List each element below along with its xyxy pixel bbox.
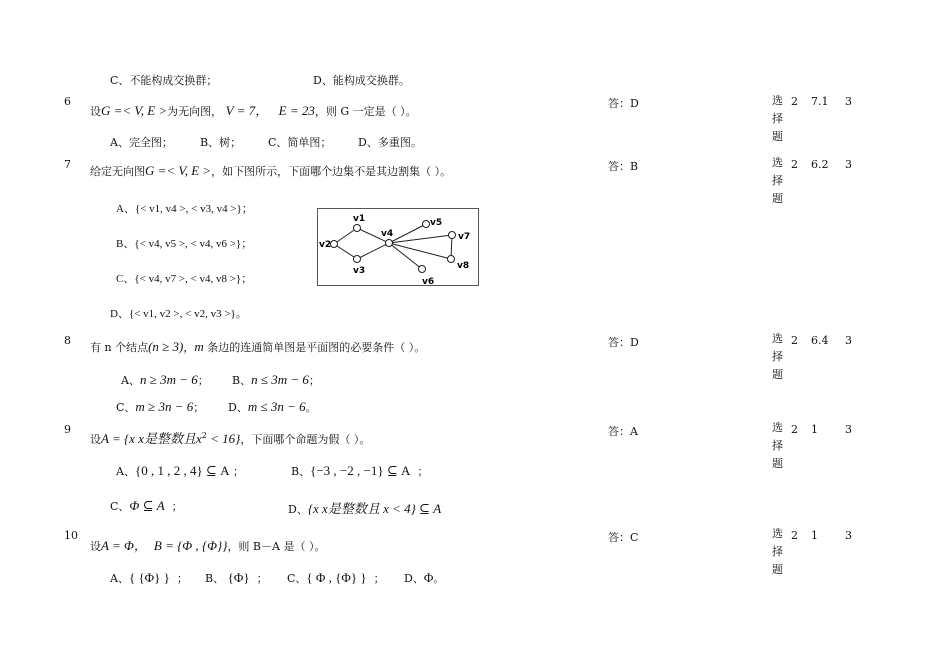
node-v7 bbox=[449, 232, 456, 239]
level: 3 bbox=[845, 95, 852, 108]
label-v4: v4 bbox=[381, 229, 394, 239]
node-v1 bbox=[354, 225, 361, 232]
label-v1: v1 bbox=[353, 214, 366, 224]
label-v6: v6 bbox=[422, 277, 435, 286]
level: 3 bbox=[845, 158, 852, 171]
question-stem: 给定无向图G =< V, E >，如下图所示，下面哪个边集不是其边割集（ ）。 bbox=[90, 163, 452, 178]
q5-option-c: C、不能构成交换群； bbox=[110, 74, 218, 87]
option-a: A、完全图； bbox=[110, 136, 173, 149]
question-type: 选择题 bbox=[772, 94, 783, 143]
question-stem: 有 n 个结点(n ≥ 3)，m 条边的连通简单图是平面图的必要条件（ ）。 bbox=[90, 339, 426, 354]
section: 1 bbox=[811, 529, 818, 542]
label-v7: v7 bbox=[458, 232, 471, 242]
option-a: A、{< v1, v4 >, < v3, v4 >}； bbox=[116, 203, 253, 215]
node-v6 bbox=[419, 266, 426, 273]
score: 2 bbox=[791, 334, 798, 347]
option-d: D、m ≤ 3n − 6。 bbox=[228, 399, 317, 414]
node-v5 bbox=[423, 221, 430, 228]
section: 6.2 bbox=[811, 158, 829, 171]
label-v5: v5 bbox=[430, 218, 443, 228]
option-b: B、n ≤ 3m − 6； bbox=[232, 372, 320, 387]
label-v2: v2 bbox=[319, 240, 332, 250]
option-a: A、{0 , 1 , 2 , 4} ⊆ A ； bbox=[116, 463, 244, 478]
score: 2 bbox=[791, 529, 798, 542]
question-number: 10 bbox=[64, 529, 78, 542]
option-c: C、{< v4, v7 >, < v4, v8 >}； bbox=[116, 273, 253, 285]
level: 3 bbox=[845, 334, 852, 347]
option-a: A、{ {Φ} } ； bbox=[110, 570, 188, 585]
option-b: B、 {Φ} ； bbox=[205, 570, 268, 585]
question-stem: 设A = Φ， B = {Φ , {Φ}}，则 B－A 是（ ）。 bbox=[90, 538, 326, 553]
level: 3 bbox=[845, 529, 852, 542]
question-number: 9 bbox=[64, 423, 71, 436]
option-c: C、m ≥ 3n − 6； bbox=[116, 399, 205, 414]
node-v8 bbox=[448, 256, 455, 263]
question-number: 6 bbox=[64, 95, 71, 108]
question-type: 选择题 bbox=[772, 332, 783, 381]
option-d: D、多重图。 bbox=[358, 136, 422, 149]
answer: 答：D bbox=[608, 97, 639, 110]
graph-figure bbox=[317, 208, 479, 286]
question-type: 选择题 bbox=[772, 527, 783, 576]
question-type: 选择题 bbox=[772, 421, 783, 470]
answer: 答：D bbox=[608, 336, 639, 349]
score: 2 bbox=[791, 158, 798, 171]
answer: 答：A bbox=[608, 425, 638, 438]
question-type: 选择题 bbox=[772, 156, 783, 205]
node-v2 bbox=[331, 241, 338, 248]
option-d: D、Φ。 bbox=[404, 570, 445, 585]
option-b: B、树； bbox=[200, 136, 242, 149]
node-v3 bbox=[354, 256, 361, 263]
option-a: A、n ≥ 3m − 6； bbox=[121, 372, 209, 387]
section: 1 bbox=[811, 423, 818, 436]
option-d: D、{< v1, v2 >, < v2, v3 >}。 bbox=[110, 308, 247, 320]
section: 7.1 bbox=[811, 95, 829, 108]
option-c: C、{ Φ , {Φ} } ； bbox=[287, 570, 385, 585]
score: 2 bbox=[791, 95, 798, 108]
section: 6.4 bbox=[811, 334, 829, 347]
question-stem: 设A = {x x是整数且$x^2 < 16$}，下面哪个命题为假（ ）。 bbox=[90, 431, 371, 446]
node-v4 bbox=[386, 240, 393, 247]
option-c: C、Φ ⊆ A ； bbox=[110, 498, 183, 513]
option-d: D、{x x是整数且 x < 4} ⊆ A bbox=[288, 501, 442, 516]
q5-option-d: D、能构成交换群。 bbox=[313, 74, 410, 87]
option-c: C、简单图； bbox=[268, 136, 332, 149]
figure-border bbox=[318, 209, 479, 286]
question-number: 8 bbox=[64, 334, 71, 347]
answer: 答：C bbox=[608, 531, 639, 544]
label-v8: v8 bbox=[457, 261, 470, 271]
option-b: B、{< v4, v5 >, < v4, v6 >}； bbox=[116, 238, 253, 250]
answer: 答：B bbox=[608, 160, 639, 173]
question-stem: 设G =< V, E >为无向图， V = 7， E = 23，则 G 一定是（ ）。 bbox=[90, 103, 417, 118]
question-number: 7 bbox=[64, 158, 71, 171]
option-b: B、{−3 , −2 , −1} ⊆ A ； bbox=[291, 463, 429, 478]
score: 2 bbox=[791, 423, 798, 436]
label-v3: v3 bbox=[353, 266, 366, 276]
level: 3 bbox=[845, 423, 852, 436]
